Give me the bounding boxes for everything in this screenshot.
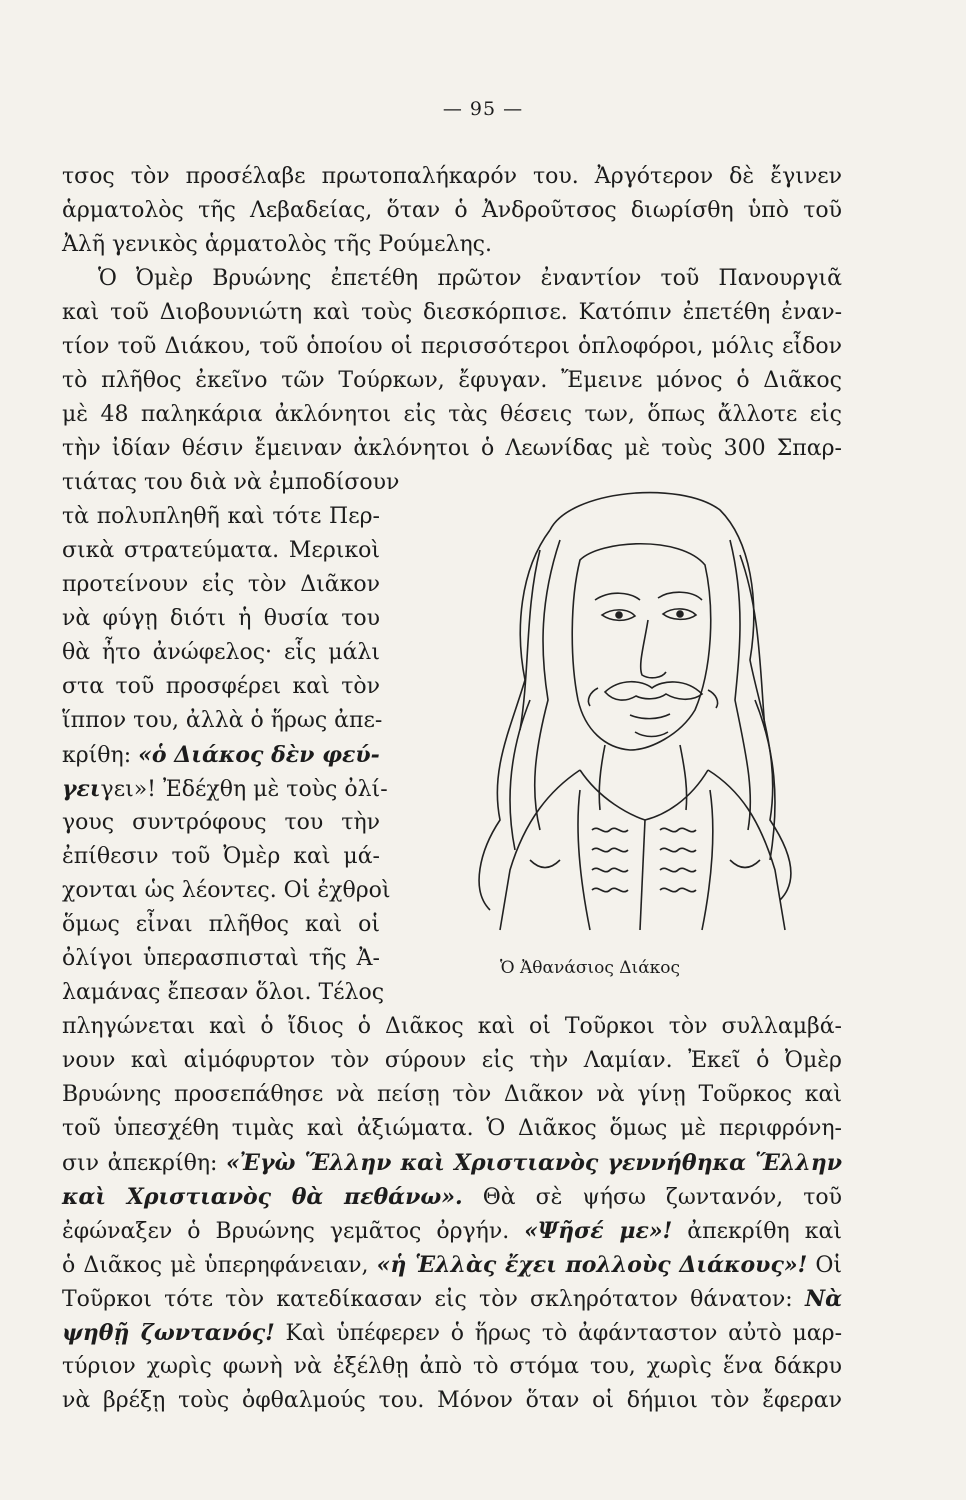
quote-emphasis: Νὰ — [804, 1286, 842, 1312]
portrait-caption: Ὁ Ἀθανάσιος Διάκος — [500, 958, 681, 978]
quote-emphasis: «Ἐγὼ Ἕλλην καὶ Χριστιανὸς γεννήθηκα Ἕλλην — [226, 1150, 842, 1176]
text-segment: Καὶ ὑπέφερεν ὁ ἥρως τὸ ἀφάνταστον αὐτὸ μαρ- — [285, 1321, 843, 1346]
text-line: χονται ὡς λέοντες. Οἱ ἐχθροὶ — [62, 878, 391, 903]
text-segment: ἐφώναξεν ὁ Βρυώνης γεμᾶτος ὀργήν. — [62, 1219, 510, 1244]
text-line: προτείνουν εἰς τὸν Διᾶκον — [62, 572, 380, 597]
text-line: τὸ πλῆθος ἐκεῖνο τῶν Τούρκων, ἔφυγαν. Ἔμεινε μόνος ὁ Διᾶκος — [62, 368, 842, 393]
text-line — [62, 1148, 842, 1179]
quote-emphasis: «Ψῆσέ με»! — [524, 1218, 673, 1244]
text-line: ὅμως εἶναι πλῆθος καὶ οἱ — [62, 912, 380, 937]
text-line — [62, 1284, 842, 1315]
text-line: πληγώνεται καὶ ὁ ἴδιος ὁ Διᾶκος καὶ οἱ Τοῦρκοι τὸν συλλαμβά- — [62, 1014, 842, 1039]
text-line: τσος τὸν προσέλαβε πρωτοπαλήκαρόν του. Ἀργότερον δὲ ἔγινεν — [62, 164, 842, 189]
text-line — [62, 1182, 842, 1213]
text-segment: ἀπεκρίθη καὶ — [687, 1219, 842, 1244]
text-line: τοῦ ὑπεσχέθη τιμὰς καὶ ἀξιώματα. Ὁ Διᾶκος ὅμως μὲ περιφρόνη- — [62, 1116, 842, 1141]
text-line: νὰ φύγῃ διότι ἡ θυσία του — [62, 606, 380, 631]
text-line — [62, 1250, 842, 1281]
text-line: Ἀλῆ γενικὸς ἁρματολὸς τῆς Ρούμελης. — [62, 232, 492, 257]
text-segment: Θὰ σὲ ψήσω ζωντανόν, τοῦ — [482, 1185, 842, 1210]
text-line — [62, 774, 388, 805]
text-line: Βρυώνης προσεπάθησε νὰ πείσῃ τὸν Διᾶκον νὰ γίνῃ Τοῦρκος καὶ — [62, 1082, 842, 1107]
text-line — [62, 1216, 842, 1247]
text-line — [62, 740, 380, 771]
text-line: νουν καὶ αἱμόφυρτον τὸν σύρουν εἰς τὴν Λαμίαν. Ἐκεῖ ὁ Ὀμὲρ — [62, 1048, 842, 1073]
text-line: σικὰ στρατεύματα. Μερικοὶ — [62, 538, 380, 563]
text-line: ἐπίθεσιν τοῦ Ὀμὲρ καὶ μά- — [62, 844, 380, 869]
text-line: ὀλίγοι ὑπερασπισταὶ τῆς Ἀ- — [62, 946, 380, 971]
text-line — [62, 1318, 842, 1349]
quote-emphasis: καὶ Χριστιανὸς θὰ πεθάνω». — [62, 1184, 463, 1210]
text-line: θὰ ἦτο ἀνώφελος· εἷς μάλι — [62, 640, 380, 665]
text-segment: σιν ἀπεκρίθη: — [62, 1151, 218, 1176]
text-segment: Τοῦρκοι τότε τὸν κατεδίκασαν εἰς τὸν σκληρότατον θάνατον: — [62, 1287, 793, 1312]
text-segment: Οἱ — [815, 1253, 843, 1278]
portrait-illustration — [430, 470, 830, 950]
quote-emphasis: «ὁ Διάκος δὲν φεύ- — [138, 742, 380, 768]
text-line: ἁρματολὸς τῆς Λεβαδείας, ὅταν ὁ Ἀνδροῦτσος διωρίσθη ὑπὸ τοῦ — [62, 198, 842, 223]
text-line: μὲ 48 παληκάρια ἀκλόνητοι εἰς τὰς θέσεις των, ὅπως ἄλλοτε εἰς — [62, 402, 842, 427]
text-line: καὶ τοῦ Διοβουνιώτη καὶ τοὺς διεσκόρπισε. Κατόπιν ἐπετέθη ἐναν- — [62, 300, 842, 325]
text-line: Ὁ Ὀμὲρ Βρυώνης ἐπετέθη πρῶτον ἐναντίον τοῦ Πανουργιᾶ — [98, 266, 842, 291]
text-line: γους συντρόφους του τὴν — [62, 810, 380, 835]
quote-emphasis: ψηθῇ ζωντανός! — [62, 1320, 275, 1346]
text-line: νὰ βρέξῃ τοὺς ὀφθαλμούς του. Μόνον ὅταν οἱ δήμιοι τὸν ἔφεραν — [62, 1388, 842, 1413]
text-line: τὴν ἰδίαν θέσιν ἔμειναν ἀκλόνητοι ὁ Λεωνίδας μὲ τοὺς 300 Σπαρ- — [62, 436, 842, 461]
text-line: στα τοῦ προσφέρει καὶ τὸν — [62, 674, 380, 699]
text-line: ἵππον του, ἀλλὰ ὁ ἥρως ἀπε- — [62, 708, 383, 733]
text-line: τύριον χωρὶς φωνὴ νὰ ἐξέλθῃ ἀπὸ τὸ στόμα του, χωρὶς ἕνα δάκρυ — [62, 1354, 842, 1379]
text-line: λαμάνας ἔπεσαν ὅλοι. Τέλος — [62, 980, 385, 1005]
quote-emphasis: «ἡ Ἑλλὰς ἔχει πολλοὺς Διάκους»! — [376, 1252, 808, 1278]
page-number: — 95 — — [442, 98, 524, 120]
quote-emphasis: γει — [62, 776, 101, 802]
text-line: τίον τοῦ Διάκου, τοῦ ὁποίου οἱ περισσότεροι ὁπλοφόροι, μόλις εἶδον — [62, 334, 842, 359]
text-line: τιάτας του διὰ νὰ ἐμποδίσουν — [62, 470, 400, 495]
text-line: τὰ πολυπληθῆ καὶ τότε Περ- — [62, 504, 380, 529]
text-segment: ὁ Διᾶκος μὲ ὑπερηφάνειαν, — [62, 1253, 369, 1278]
text-segment: κρίθη: — [62, 743, 132, 768]
text-segment: γει»! Ἐδέχθη μὲ τοὺς ὀλί- — [100, 777, 388, 802]
